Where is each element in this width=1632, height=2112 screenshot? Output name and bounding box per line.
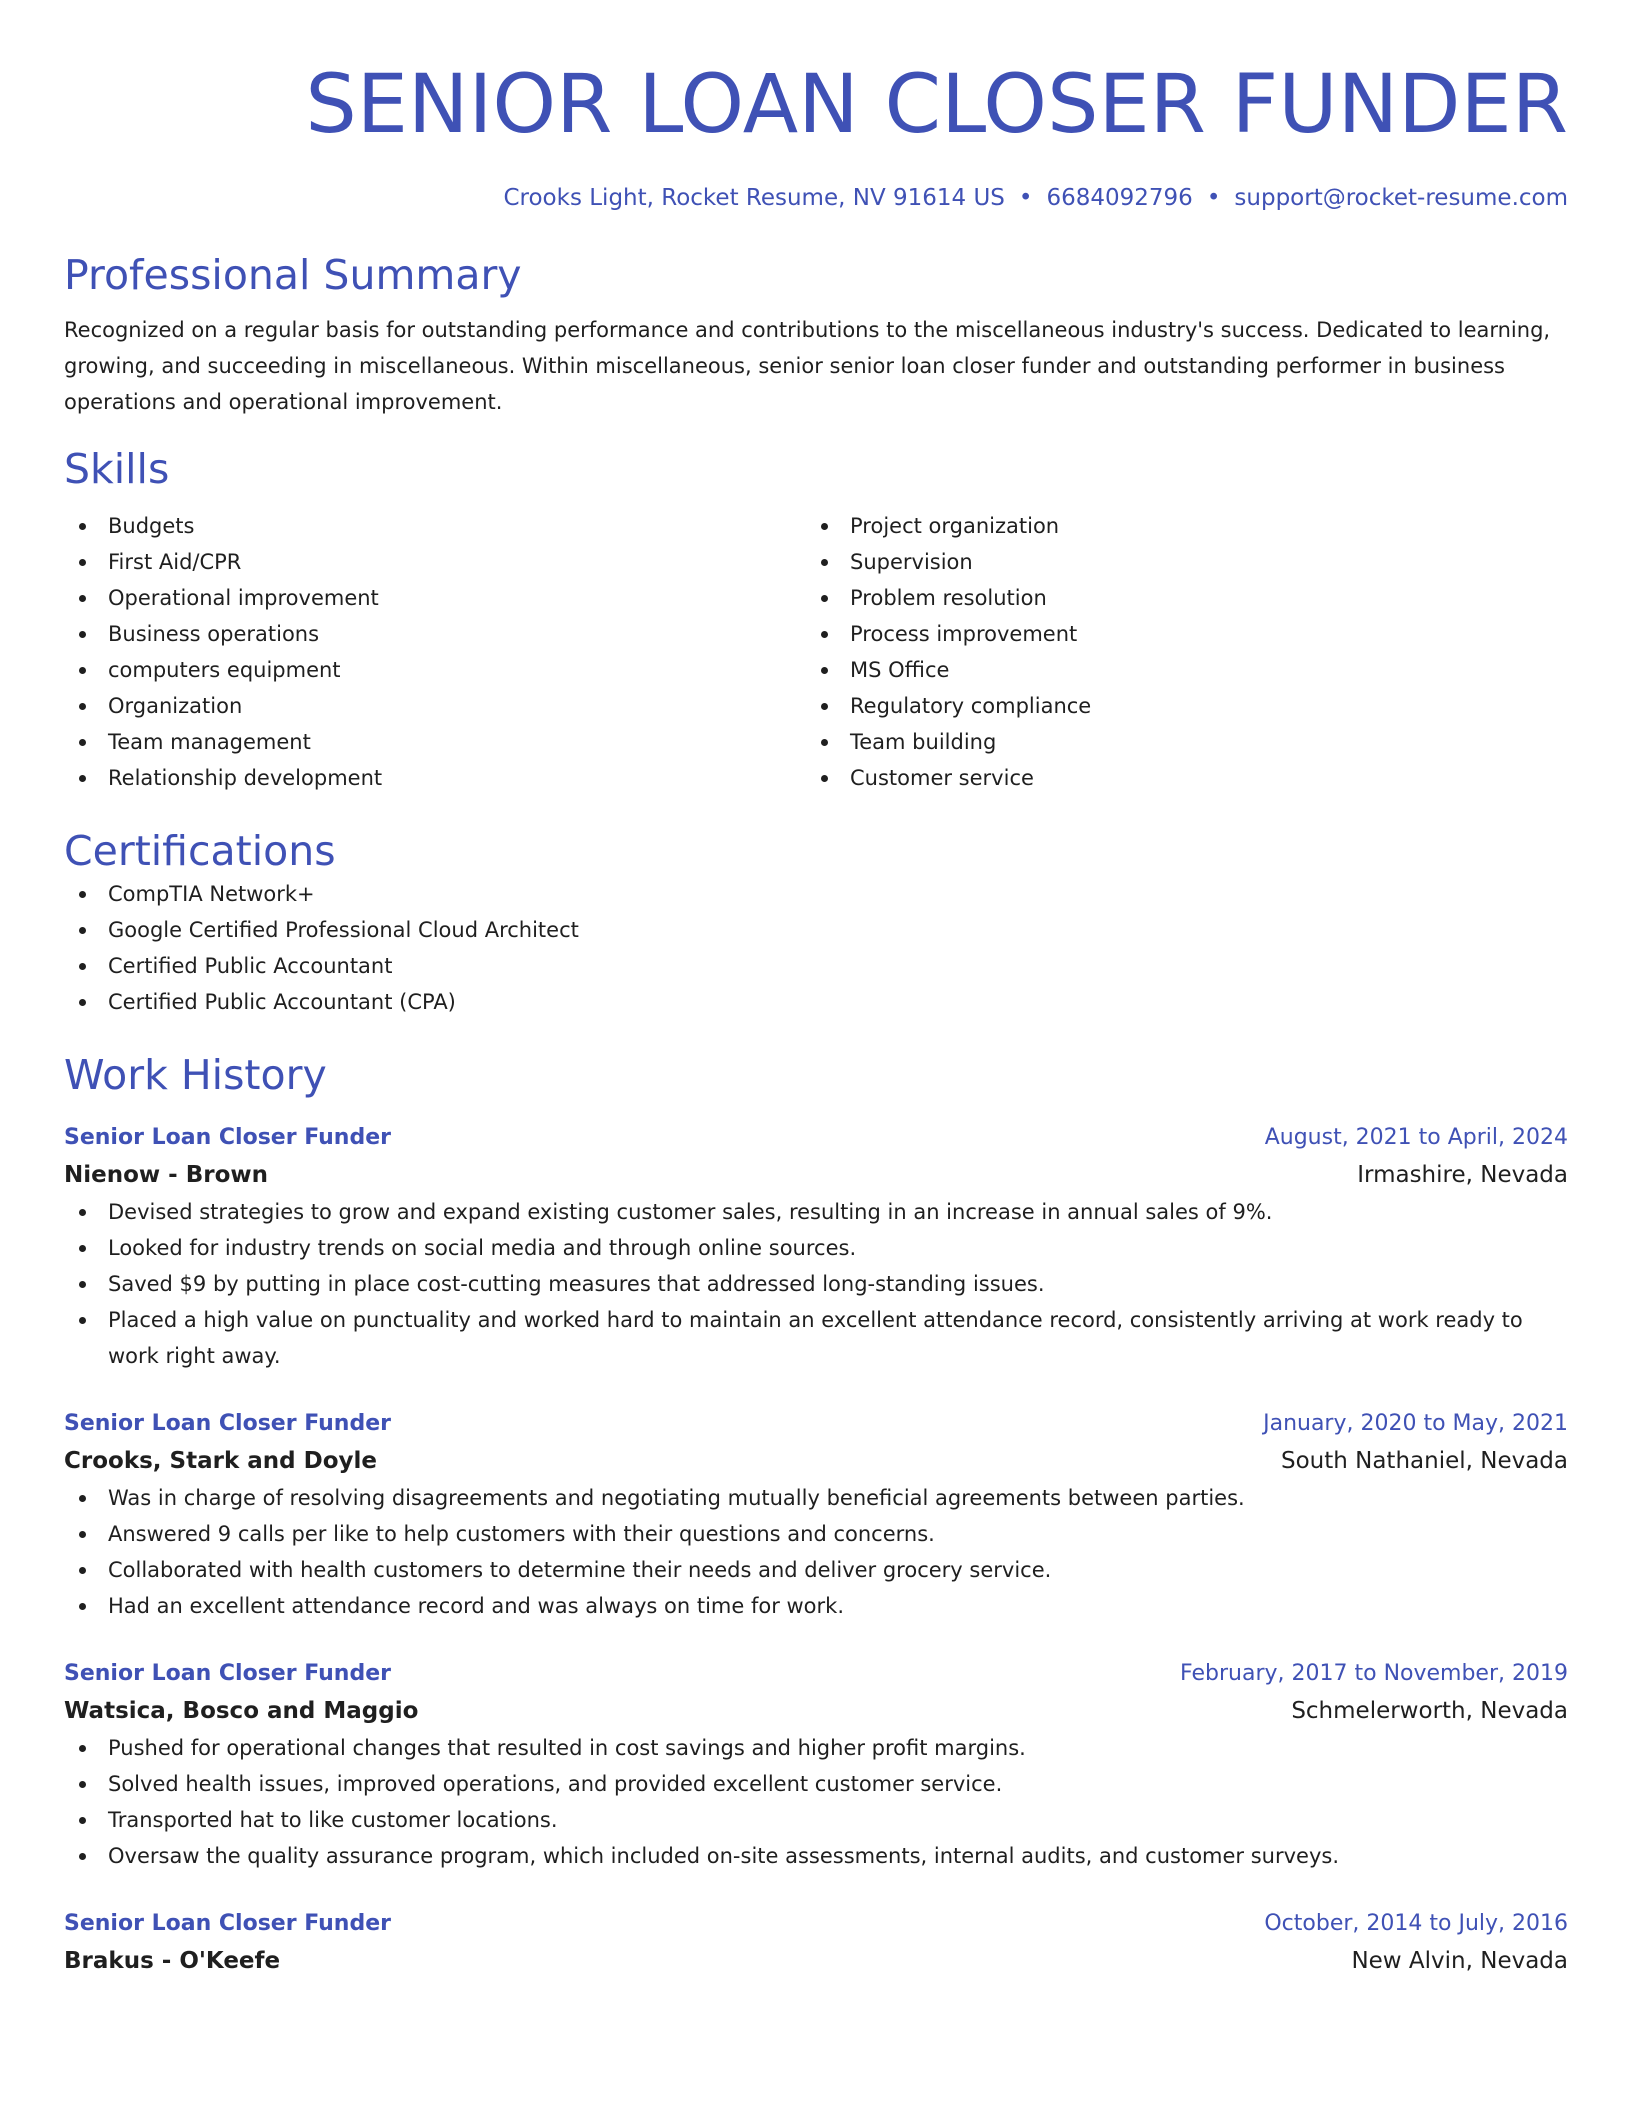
- job-location: South Nathaniel, Nevada: [1280, 1448, 1568, 1474]
- job-bullet: Transported hat to like customer locations.: [64, 1802, 1568, 1838]
- skills-list-right: [806, 508, 1548, 796]
- certification-item: Certified Public Accountant (CPA): [64, 984, 1568, 1020]
- work-history-heading: Work History: [64, 1051, 327, 1099]
- job-location: Irmashire, Nevada: [1357, 1162, 1568, 1188]
- skill-item: Supervision: [806, 544, 1548, 580]
- job-bullet: Pushed for operational changes that resulted in cost savings and higher profit margins.: [64, 1730, 1568, 1766]
- job-bullet: Collaborated with health customers to determine their needs and deliver grocery service.: [64, 1552, 1568, 1588]
- skill-item: Relationship development: [64, 760, 806, 796]
- job-header-row: [64, 1406, 1568, 1442]
- job-bullet: Placed a high value on punctuality and worked hard to maintain an excellent attendance record, consistently arriving at work ready to work right away.: [64, 1302, 1568, 1374]
- certifications-list: [64, 876, 1568, 1020]
- job-bullet: Answered 9 calls per like to help customers with their questions and concerns.: [64, 1516, 1568, 1552]
- job-location: New Alvin, Nevada: [1351, 1948, 1568, 1974]
- job-header-row: [64, 1656, 1568, 1692]
- job-title: Senior Loan Closer Funder: [64, 1411, 391, 1436]
- job-entry: [64, 1120, 1568, 1374]
- skill-item: Project organization: [806, 508, 1548, 544]
- contact-email: support@rocket-resume.com: [1234, 185, 1568, 211]
- skill-item: computers equipment: [64, 652, 806, 688]
- certification-item: Google Certified Professional Cloud Architect: [64, 912, 1568, 948]
- skills-grid: [64, 508, 1568, 796]
- skill-item: Budgets: [64, 508, 806, 544]
- job-company-row: [64, 1942, 1568, 1980]
- job-dates: August, 2021 to April, 2024: [1264, 1125, 1568, 1150]
- contact-phone: 6684092796: [1046, 185, 1193, 211]
- summary-text: Recognized on a regular basis for outstanding performance and contributions to the miscellaneous industry's success. Dedicated to learning, growing, and succeeding in miscellaneous. Within miscellaneous, senior senior loan closer funder and outstanding performer in business operations and operational improvement.: [64, 318, 1551, 414]
- skill-item: Customer service: [806, 760, 1548, 796]
- skill-item: Problem resolution: [806, 580, 1548, 616]
- job-company: Crooks, Stark and Doyle: [64, 1448, 378, 1474]
- job-bullet: Saved $9 by putting in place cost-cutting measures that addressed long-standing issues.: [64, 1266, 1568, 1302]
- job-company: Nienow - Brown: [64, 1162, 269, 1188]
- job-bullet: Devised strategies to grow and expand existing customer sales, resulting in an increase in annual sales of 9%.: [64, 1194, 1568, 1230]
- job-title: Senior Loan Closer Funder: [64, 1911, 391, 1936]
- job-bullet-list: [64, 1730, 1568, 1874]
- job-company-row: [64, 1442, 1568, 1480]
- certification-item: Certified Public Accountant: [64, 948, 1568, 984]
- job-entry: [64, 1406, 1568, 1624]
- job-dates: October, 2014 to July, 2016: [1264, 1911, 1568, 1936]
- skill-item: Team building: [806, 724, 1548, 760]
- job-bullet: Had an excellent attendance record and was always on time for work.: [64, 1588, 1568, 1624]
- resume-page: [64, 0, 1568, 1980]
- skills-column-left: [64, 508, 806, 796]
- job-title: Senior Loan Closer Funder: [64, 1125, 391, 1150]
- skill-item: Process improvement: [806, 616, 1548, 652]
- job-header-row: [64, 1120, 1568, 1156]
- job-title: Senior Loan Closer Funder: [64, 1661, 391, 1686]
- skills-list-left: [64, 508, 806, 796]
- job-bullet: Oversaw the quality assurance program, which included on-site assessments, internal audits, and customer surveys.: [64, 1838, 1568, 1874]
- job-bullet: Was in charge of resolving disagreements and negotiating mutually beneficial agreements between parties.: [64, 1480, 1568, 1516]
- contact-separator: •: [1018, 185, 1033, 211]
- skill-item: Business operations: [64, 616, 806, 652]
- skill-item: Organization: [64, 688, 806, 724]
- job-location: Schmelerworth, Nevada: [1291, 1698, 1568, 1724]
- skill-item: Regulatory compliance: [806, 688, 1548, 724]
- contact-separator: •: [1206, 185, 1221, 211]
- certification-item: CompTIA Network+: [64, 876, 1568, 912]
- job-bullet: Looked for industry trends on social media and through online sources.: [64, 1230, 1568, 1266]
- job-header-row: [64, 1906, 1568, 1942]
- skills-heading: Skills: [64, 445, 170, 493]
- job-company: Brakus - O'Keefe: [64, 1948, 281, 1974]
- job-dates: February, 2017 to November, 2019: [1180, 1661, 1568, 1686]
- summary-heading: Professional Summary: [64, 251, 522, 299]
- job-bullet: Solved health issues, improved operations, and provided excellent customer service.: [64, 1766, 1568, 1802]
- job-dates: January, 2020 to May, 2021: [1263, 1411, 1568, 1436]
- skill-item: Team management: [64, 724, 806, 760]
- resume-title: SENIOR LOAN CLOSER FUNDER: [305, 58, 1568, 152]
- contact-line: [64, 184, 1568, 212]
- job-bullet-list: [64, 1480, 1568, 1624]
- job-company-row: [64, 1692, 1568, 1730]
- skill-item: Operational improvement: [64, 580, 806, 616]
- skill-item: First Aid/CPR: [64, 544, 806, 580]
- skills-column-right: [806, 508, 1548, 796]
- contact-address: Crooks Light, Rocket Resume, NV 91614 US: [503, 185, 1005, 211]
- certifications-heading: Certifications: [64, 827, 336, 875]
- skill-item: MS Office: [806, 652, 1548, 688]
- job-entry: [64, 1656, 1568, 1874]
- job-entry: [64, 1906, 1568, 1980]
- job-bullet-list: [64, 1194, 1568, 1374]
- job-company-row: [64, 1156, 1568, 1194]
- job-company: Watsica, Bosco and Maggio: [64, 1698, 419, 1724]
